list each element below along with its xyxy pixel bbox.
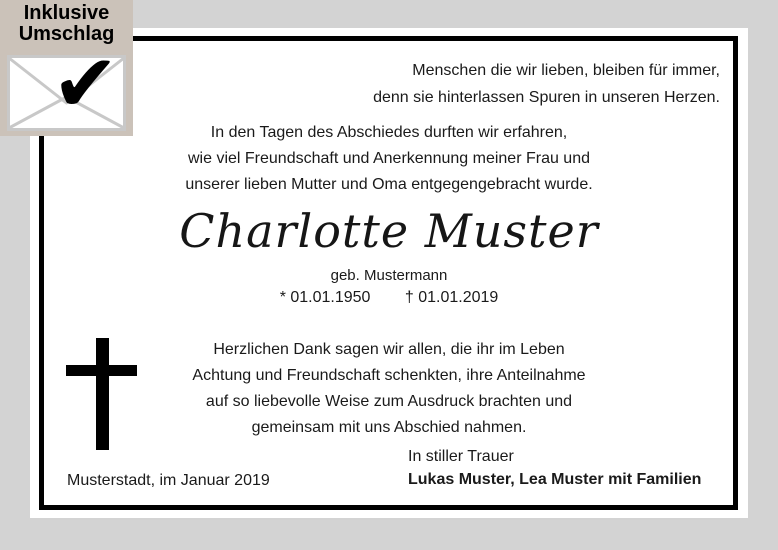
intro-block bbox=[30, 120, 748, 198]
envelope-included-badge bbox=[0, 0, 133, 136]
intro-line: unserer lieben Mutter und Oma entgegengebracht wurde. bbox=[185, 176, 593, 193]
verse-block bbox=[373, 57, 720, 111]
checkmark-icon: ✔ bbox=[52, 37, 120, 130]
thanks-line: Herzlichen Dank sagen wir allen, die ihr im Leben bbox=[213, 341, 565, 358]
place-date: Musterstadt, im Januar 2019 bbox=[67, 472, 270, 489]
thanks-line: Achtung und Freundschaft schenkten, ihre Anteilnahme bbox=[192, 367, 586, 384]
thanks-block bbox=[30, 337, 748, 441]
family-names: Lukas Muster, Lea Muster mit Familien bbox=[408, 471, 702, 488]
verse-line: Menschen die wir lieben, bleiben für immer, bbox=[412, 62, 720, 79]
thanks-line: gemeinsam mit uns Abschied nahmen. bbox=[251, 419, 527, 436]
birth-date: * 01.01.1950 bbox=[279, 289, 371, 306]
thanks-line: auf so liebevolle Weise zum Ausdruck brachten und bbox=[205, 393, 573, 410]
intro-line: wie viel Freundschaft und Anerkennung meiner Frau und bbox=[187, 150, 590, 167]
badge-label-line: Inklusive bbox=[23, 2, 110, 24]
life-dates bbox=[30, 289, 748, 307]
deceased-name: Charlotte Muster bbox=[179, 204, 599, 258]
death-date: † 01.01.2019 bbox=[404, 289, 499, 306]
closing-text: In stiller Trauer bbox=[408, 448, 514, 465]
intro-line: In den Tagen des Abschiedes durften wir erfahren, bbox=[210, 124, 568, 141]
memorial-card bbox=[30, 28, 748, 518]
maiden-name: geb. Mustermann bbox=[330, 267, 448, 284]
verse-line: denn sie hinterlassen Spuren in unseren Herzen. bbox=[373, 89, 720, 106]
badge-label-line: Umschlag bbox=[18, 23, 115, 45]
